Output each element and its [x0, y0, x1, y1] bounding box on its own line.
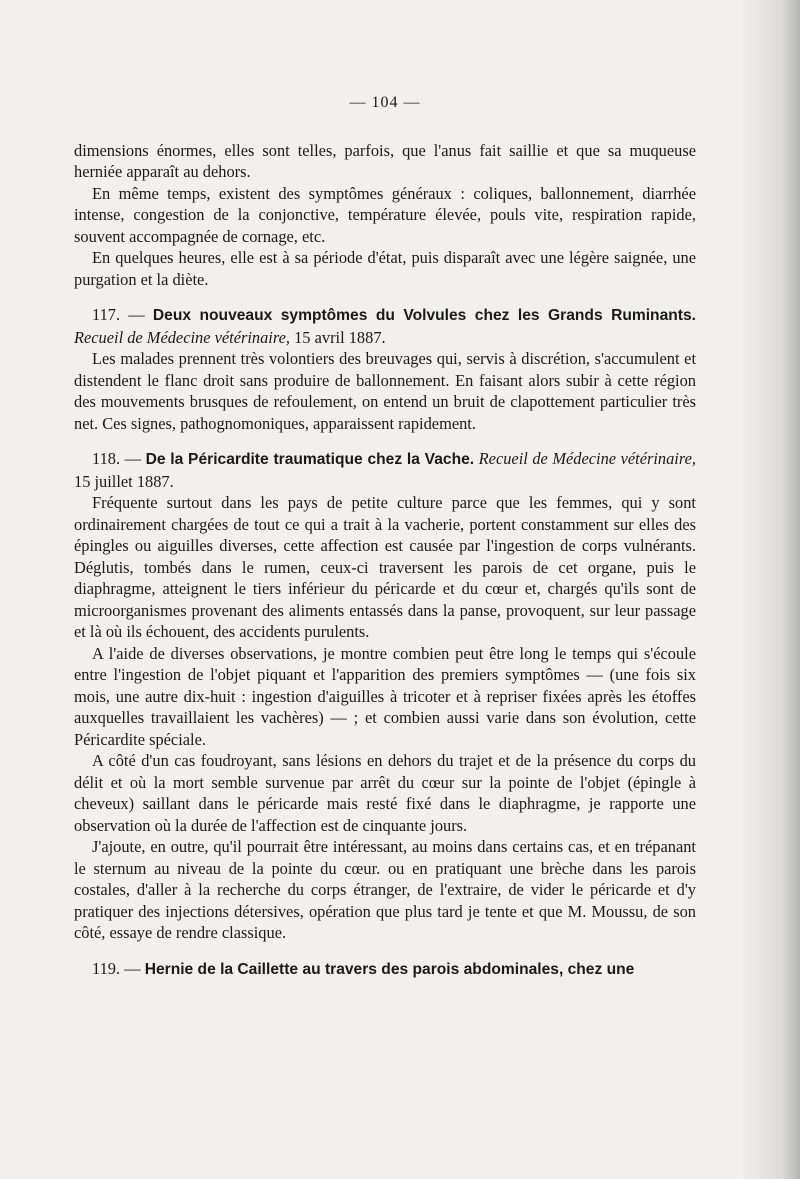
entry-source-journal: Recueil de Médecine vétérinaire, [478, 449, 696, 468]
entry-source-date: 15 avril 1887. [294, 327, 386, 347]
entry-source-journal: Recueil de Médecine vétérinaire, [74, 327, 290, 347]
entry-heading-118 [74, 448, 696, 492]
entry-number: 118. — [92, 449, 142, 468]
entry-source-date: 15 juillet 1887. [74, 471, 174, 491]
entry-heading-119 [74, 958, 696, 981]
entry-body-paragraph: Les malades prennent très volontiers des breuvages qui, servis à discrétion, s'accumulent et distendent le flanc droit sans produire de ballonnement. En faisant alors subir à cette région des mouvements brusques de refoulement, on entend un bruit de clapottement particulier très net. Ces signes, pathognomoniques, apparaissent rapidement. [74, 349, 696, 433]
entry-body-paragraph: Fréquente surtout dans les pays de petite culture parce que les femmes, qui y sont ordinairement chargées de tout ce qui a trait à la vacherie, portent constamment sur elles des épingles ou aiguilles diverses, cette affection est causée par l'ingestion de corps vulnérants. Déglutis, tombés dans le rumen, ceux-ci traversent les parois de cet organe, puis le diaphragme, atteignent le tiers inférieur du péricarde et du cœur et, chargés qu'ils sont de microorganismes provenant des aliments entassés dans la panse, provoquent, sur leur passage et là où ils échouent, des accidents purulents. [74, 493, 696, 641]
entry-body-paragraph: A l'aide de diverses observations, je montre combien peut être long le temps qui s'écoule entre l'ingestion de l'objet piquant et l'apparition des premiers symptômes — (une fois six mois, une autre dix-huit : ingestion d'aiguilles à tricoter et à repriser fixées après les étoffes auxquelles travaillaient les vachères) — ; et combien aussi varie dans son évolution, cette Péricardite spéciale. [74, 643, 696, 749]
page-number: — 104 — [349, 94, 421, 111]
entry-title: Hernie de la Caillette au travers des parois abdominales, chez une [144, 960, 635, 978]
entry-title: Deux nouveaux symptômes du Volvules chez les Grands Ruminants. [152, 307, 696, 324]
entry-number: 119. — [92, 958, 141, 978]
paragraph: dimensions énormes, elles sont telles, parfois, que l'anus fait saillie et que sa muqueuse herniée apparaît au dehors. [74, 140, 696, 181]
entry-number: 117. — [92, 305, 145, 324]
entry-body-paragraph: J'ajoute, en outre, qu'il pourrait être intéressant, au moins dans certains cas, et en trépanant le sternum au niveau de la pointe du cœur. ou en pratiquant une brèche dans les parois costales, d'aller à la recherche du corps étranger, de l'extraire, de vider le péricarde et d'y pratiquer des injections détersives, opération que plus tard je tente et que M. Moussu, de son côté, essaye de rendre classique. [74, 837, 696, 942]
entry-heading-117 [74, 304, 696, 348]
paragraph: En quelques heures, elle est à sa période d'état, puis disparaît avec une légère saignée, une purgation et la diète. [74, 248, 696, 289]
paragraph: En même temps, existent des symptômes généraux : coliques, ballonnement, diarrhée intense, congestion de la conjonctive, température élevée, pouls vite, respiration rapide, souvent accompagnée de cornage, etc. [74, 183, 696, 246]
document-page [74, 92, 696, 980]
entry-title: De la Péricardite traumatique chez la Vache. [145, 451, 475, 468]
page-edge-shadow [740, 0, 800, 1179]
entry-body-paragraph: A côté d'un cas foudroyant, sans lésions en dehors du trajet et de la présence du corps du délit et où la mort semble survenue par arrêt du cœur sur la pointe de l'objet (épingle à cheveux) saillant dans le péricarde mais resté fixé dans le diaphragme, je rapporte une observation où la durée de l'affection est de cinquante jours. [74, 751, 696, 835]
